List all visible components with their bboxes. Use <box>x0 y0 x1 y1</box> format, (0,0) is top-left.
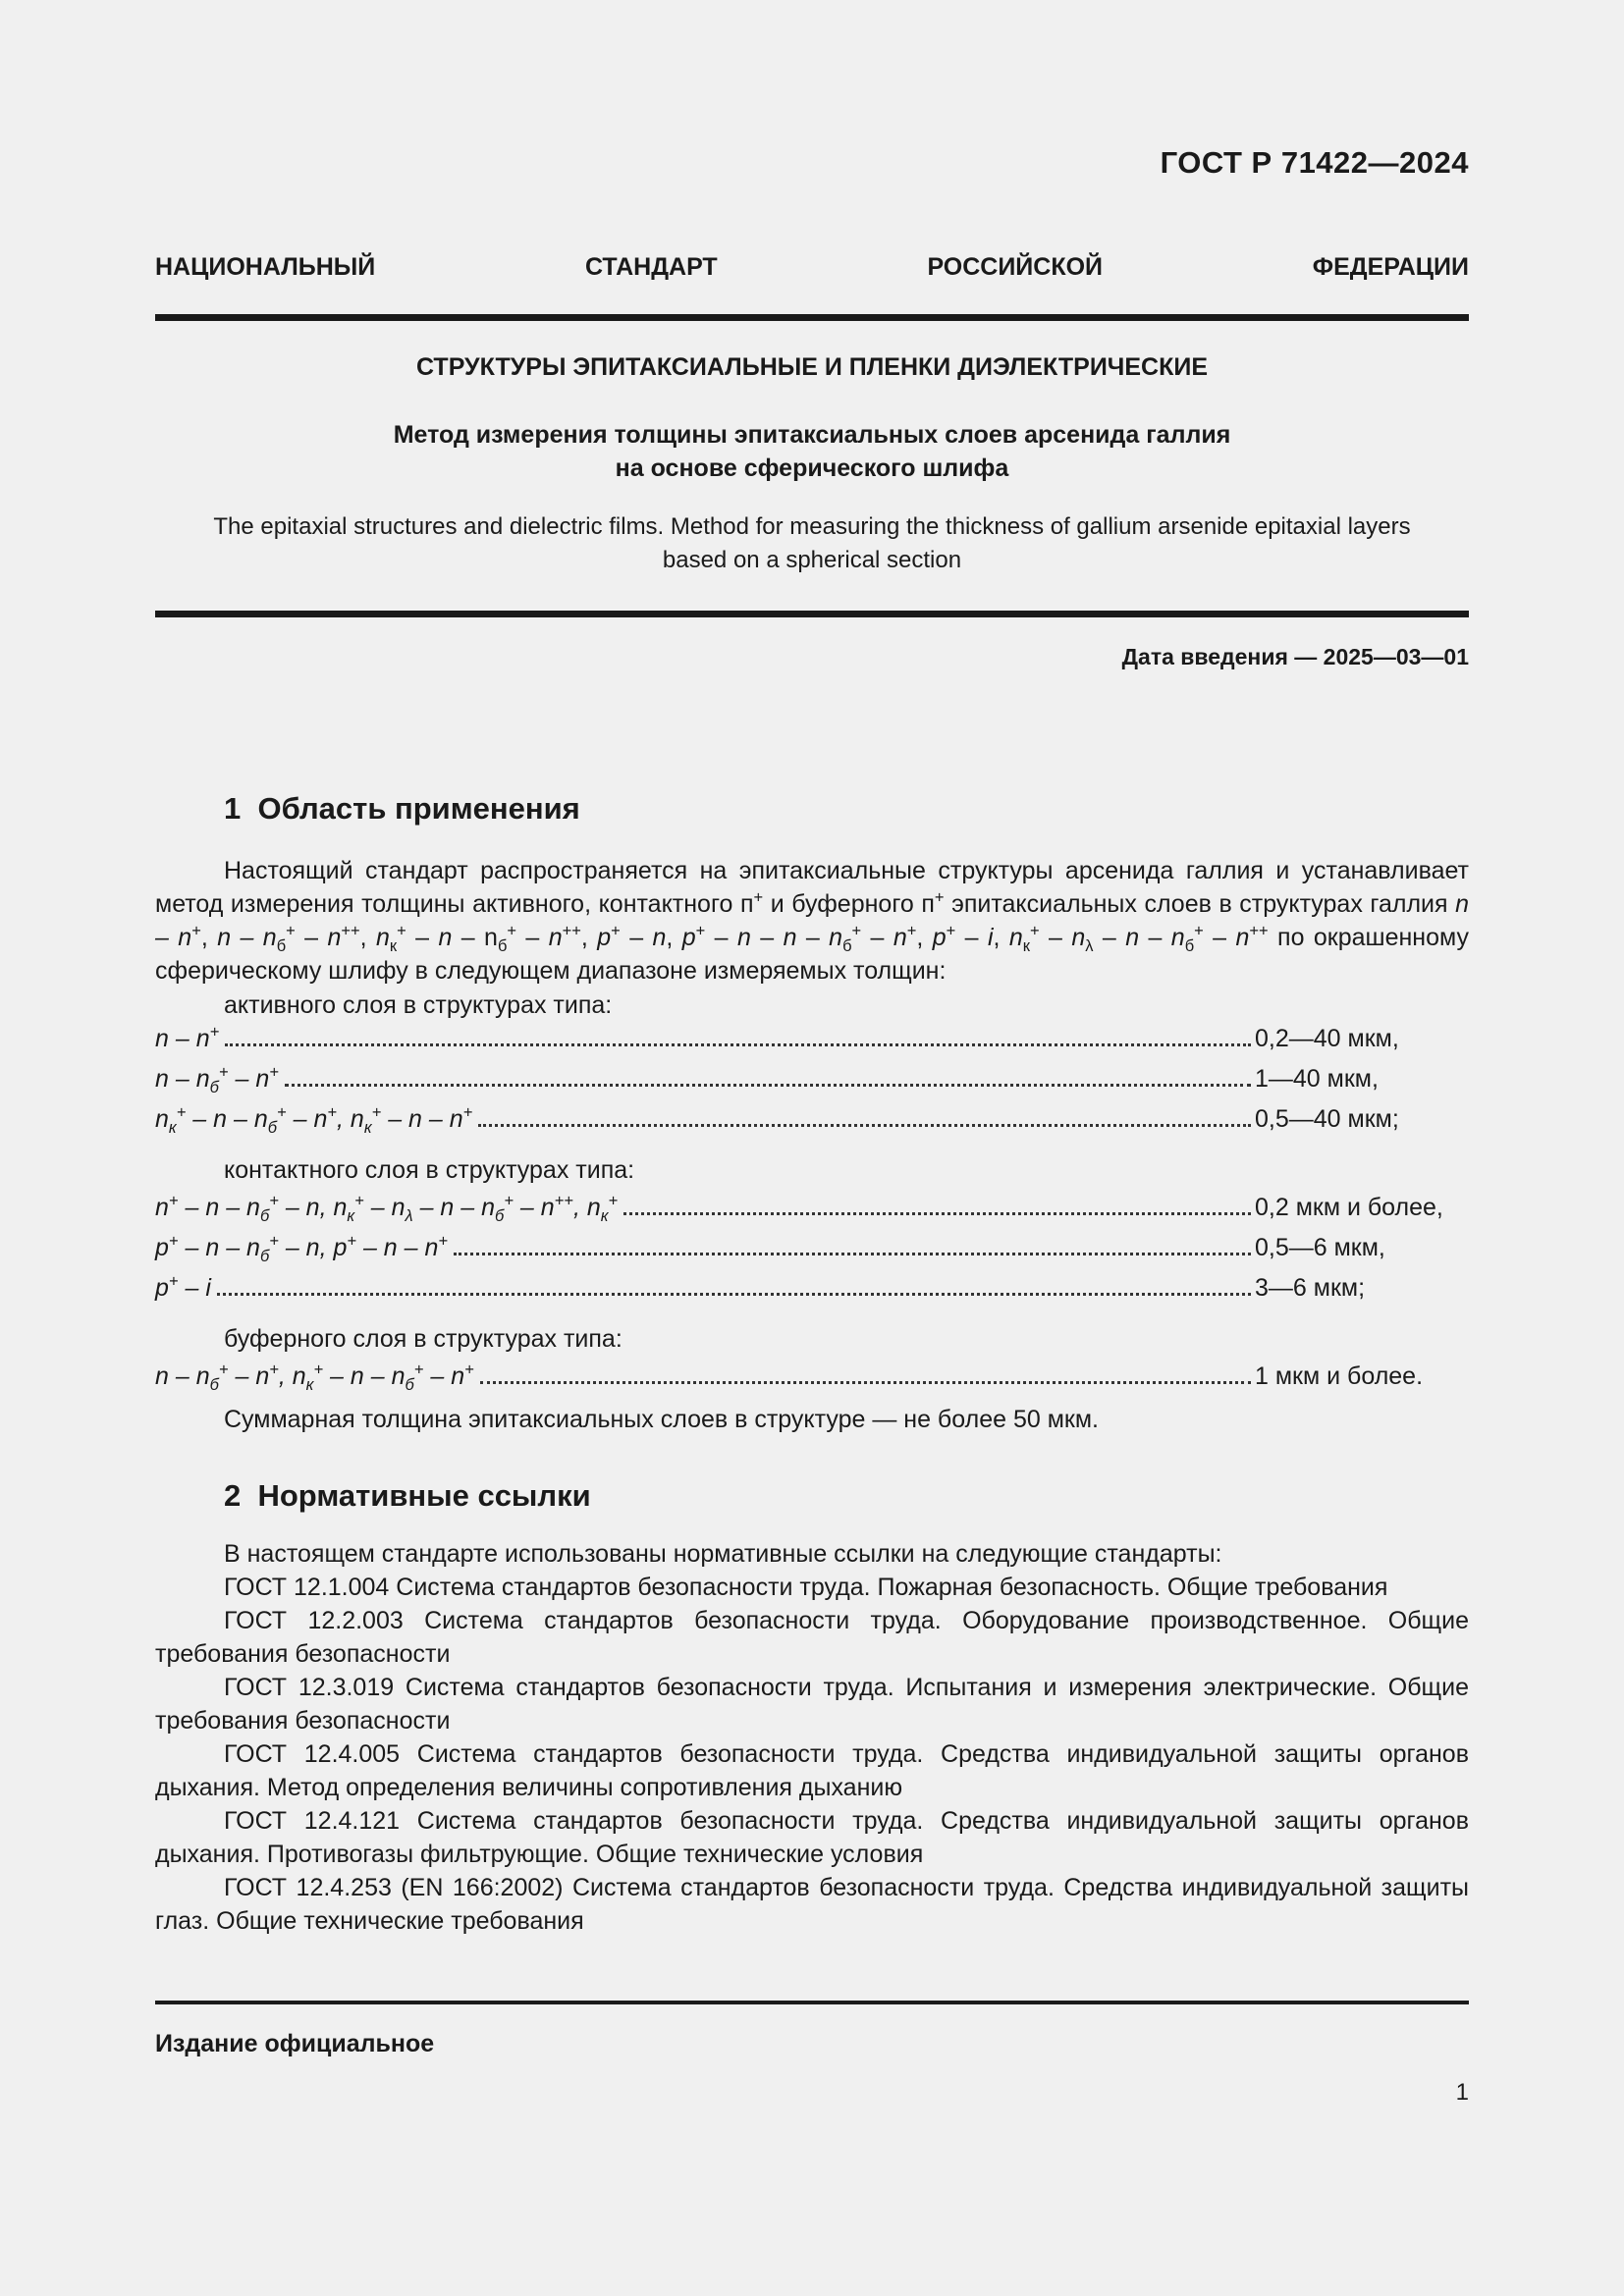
structure-formula: $n_к^+$ – n – $n_б^+ - n^+$, $n_к^+$ – n – n+ <box>155 1103 473 1137</box>
reference-item: ГОСТ 12.4.121 Система стандартов безопасности труда. Средства индивидуальной защиты органов дыхания. Противогазы фильтрующие. Общие технические условия <box>155 1807 1469 1868</box>
reference-item: ГОСТ 12.4.253 (EN 166:2002) Система стандартов безопасности труда. Средства индивидуальной защиты глаз. Общие технические требования <box>155 1874 1469 1935</box>
structure-formula: n+ – n – $n_б^+$ – n, $n_к^+ - n_\lambda$ – n – $n_б^+ - n^{++}$, $n_к^+$ <box>155 1192 619 1225</box>
range-row <box>155 1232 1469 1265</box>
range-value: 0,5—40 мкм; <box>1255 1105 1399 1133</box>
reference-item: ГОСТ 12.4.005 Система стандартов безопасности труда. Средства индивидуальной защиты органов дыхания. Метод определения величины сопротивления дыханию <box>155 1740 1469 1801</box>
range-row <box>155 1065 1469 1094</box>
range-value: 1—40 мкм, <box>1255 1065 1379 1093</box>
banner-word: РОССИЙСКОЙ <box>927 253 1104 281</box>
structure-formula: p+ – n – $n_б^+$ – n, p+ – n – n+ <box>155 1232 449 1265</box>
page-number: 1 <box>1455 2079 1469 2106</box>
structure-formula: n – $n_б^+ - n^+$ <box>155 1063 279 1096</box>
structure-formula: n – $n_б^+ - n^+$, $n_к^+$ – n – $n_б^+ - n^+$ <box>155 1361 474 1394</box>
range-value: 1 мкм и более. <box>1255 1362 1424 1390</box>
footer-rule <box>155 2001 1469 2004</box>
range-row <box>155 1103 1469 1137</box>
document-title: СТРУКТУРЫ ЭПИТАКСИАЛЬНЫЕ И ПЛЕНКИ ДИЭЛЕКТРИЧЕСКИЕ <box>416 353 1208 381</box>
range-value: 0,2—40 мкм, <box>1255 1025 1399 1052</box>
section-1-paragraph: Настоящий стандарт распространяется на эпитаксиальные структуры арсенида галлия и устанавливает метод измерения толщины активного, контактного п+ и буферного п+ эпитаксиальных слоев в структурах галлия n – n+, n – $n_б^+ - n^{++}$, $n_к^+$ – n – $n_б^+ - n^{++}$, p+ – n, p+ – n – n – $n_б^+ - n^+$, p+ – i, $n_к^+ - n_\lambda$ – n – $n_б^+ - n^{++}$ по окрашенному сферическому шлифу в следующем диапазоне измеряемых толщин: <box>155 857 1469 985</box>
banner-word: НАЦИОНАЛЬНЫЙ <box>155 253 376 281</box>
reference-item: ГОСТ 12.1.004 Система стандартов безопасности труда. Пожарная безопасность. Общие требования <box>224 1574 1388 1601</box>
buffer-layer-label: буферного слоя в структурах типа: <box>224 1325 623 1353</box>
range-value: 0,5—6 мкм, <box>1255 1234 1385 1261</box>
range-value: 3—6 мкм; <box>1255 1274 1366 1302</box>
range-row <box>155 1192 1469 1225</box>
reference-item: ГОСТ 12.2.003 Система стандартов безопасности труда. Оборудование производственное. Общие требования безопасности <box>155 1607 1469 1668</box>
document-subtitle: Метод измерения толщины эпитаксиальных слоев арсенида галлия на основе сферического шлифа <box>393 421 1231 482</box>
references-list <box>155 1537 1469 1938</box>
reference-item: ГОСТ 12.3.019 Система стандартов безопасности труда. Испытания и измерения электрические. Общие требования безопасности <box>155 1674 1469 1735</box>
structure-formula: p+ – i <box>155 1272 211 1302</box>
range-value: 0,2 мкм и более, <box>1255 1194 1443 1221</box>
english-title: The epitaxial structures and dielectric films. Method for measuring the thickness of gallium arsenide epitaxial layers based on a spherical section <box>213 513 1411 573</box>
title-rule <box>155 611 1469 617</box>
range-row <box>155 1274 1469 1303</box>
range-row <box>155 1361 1469 1394</box>
contact-layer-label: контактного слоя в структурах типа: <box>224 1156 635 1184</box>
introduction-date: Дата введения — 2025—03—01 <box>1121 644 1469 669</box>
header-rule <box>155 314 1469 321</box>
national-standard-banner <box>155 253 1469 282</box>
references-intro: В настоящем стандарте использованы нормативные ссылки на следующие стандарты: <box>224 1540 1222 1568</box>
total-thickness-note: Суммарная толщина эпитаксиальных слоев в структуре — не более 50 мкм. <box>224 1406 1099 1433</box>
section-2-heading: 2 Нормативные ссылки <box>224 1478 591 1513</box>
banner-word: СТАНДАРТ <box>584 253 718 281</box>
section-1-heading: 1 Область применения <box>224 791 580 826</box>
range-row <box>155 1025 1469 1053</box>
document-number: ГОСТ Р 71422—2024 <box>1160 145 1469 180</box>
structure-formula: n – n+ <box>155 1023 220 1052</box>
official-edition: Издание официальное <box>155 2030 435 2057</box>
active-layer-label: активного слоя в структурах типа: <box>224 991 613 1019</box>
banner-word: ФЕДЕРАЦИИ <box>1312 253 1469 281</box>
